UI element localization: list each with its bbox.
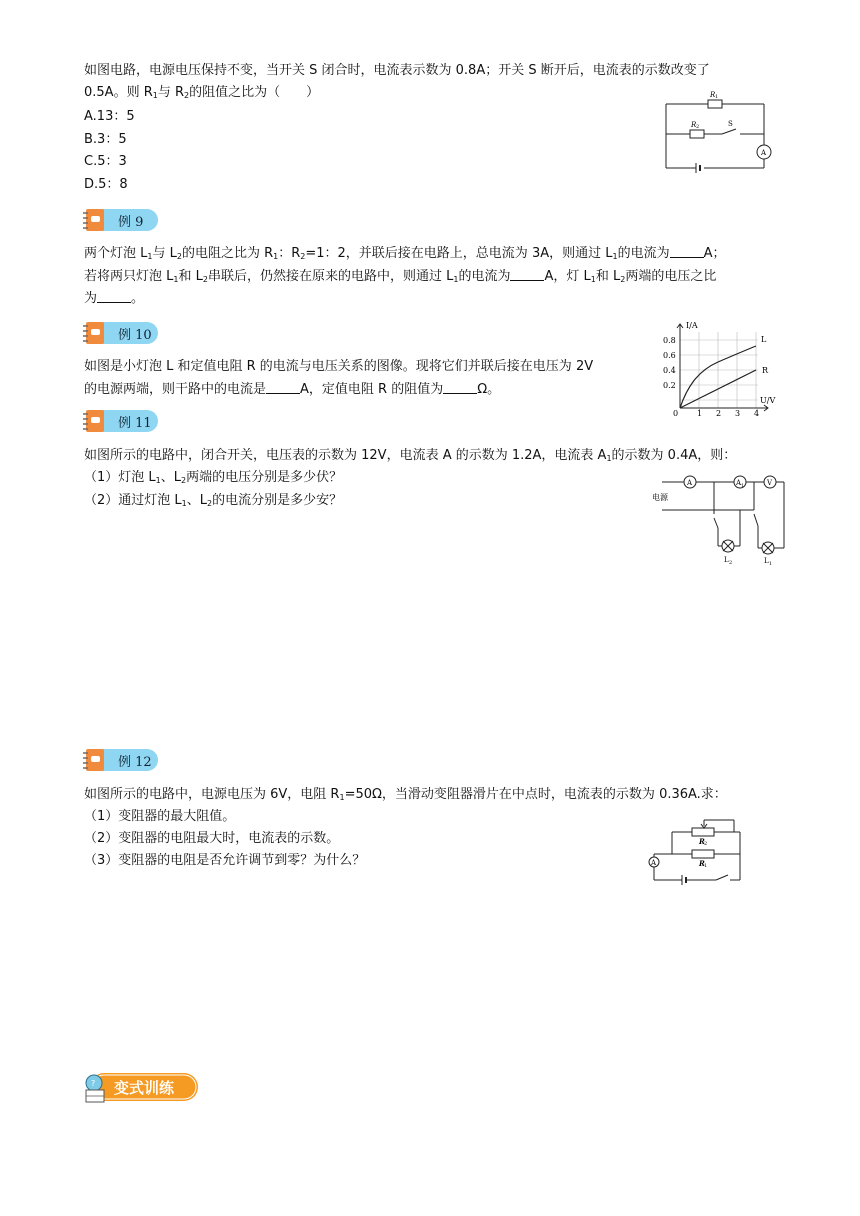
source-label: 电源: [652, 493, 668, 502]
circuit-diagram-12: [646, 812, 762, 886]
question-text-line: 如图所示的电路中，闭合开关，电压表的示数为 12V，电流表 A 的示数为 1.2A，电流表 $A_1$的示数为 0.4A，则：: [84, 448, 737, 463]
option-b: B.3：5: [84, 132, 127, 147]
circuit-diagram-11: [650, 470, 800, 566]
option-c: C.5：3: [84, 154, 127, 169]
question-text-line: 0.5A。则 $R_1$与 $R_2$的阻值之比为（ ）: [84, 85, 320, 100]
r2-label: R: [699, 837, 705, 846]
answer-blank[interactable]: [443, 381, 477, 394]
notebook-icon: [82, 408, 106, 434]
r2-sub: 2: [704, 841, 708, 847]
curve-l-label: L: [761, 335, 767, 344]
x-tick: 4: [754, 409, 760, 418]
y-tick: 0.4: [663, 366, 676, 375]
x-tick: 1: [697, 409, 703, 418]
sub-question-2: （2）通过灯泡 $L_1$、$L_2$的电流分别是多少安？: [84, 493, 343, 508]
question-text-line: 两个灯泡 $L_1$与 $L_2$的电阻之比为 $R_1$：$R_2=1$：2，并联后接在电路上，总电流为 3A，则通过 $L_1$的电流为 A；: [84, 246, 726, 261]
x-tick: 3: [735, 409, 741, 418]
l2-sub: 2: [729, 560, 733, 566]
question-text-line: 如图是小灯泡 L 和定值电阻 R 的电流与电压关系的图像。现将它们并联后接在电压为 2V: [84, 359, 594, 374]
sub-question-1: （1）灯泡 $L_1$、$L_2$两端的电压分别是多少伏？: [84, 470, 343, 485]
r1-sub: 1: [715, 94, 719, 100]
l1-label: L: [764, 557, 769, 565]
y-tick: 0.8: [663, 336, 676, 345]
notebook-icon: [82, 207, 106, 233]
x-tick: 0: [673, 409, 679, 418]
ammeter-label: A: [761, 149, 767, 157]
line-r-label: R: [762, 366, 769, 375]
r2-label: R: [691, 121, 697, 129]
svg-text:?: ?: [91, 1079, 96, 1088]
option-d: D.5：8: [84, 177, 128, 192]
answer-blank[interactable]: [97, 290, 131, 303]
switch-label: S: [728, 120, 733, 128]
example-tag-9: [82, 207, 158, 233]
x-tick: 2: [716, 409, 722, 418]
option-a: A.13：5: [84, 109, 135, 124]
y-tick: 0.6: [663, 351, 676, 360]
answer-blank[interactable]: [670, 245, 704, 258]
l1-sub: 1: [769, 561, 773, 566]
y-tick: 0.2: [663, 381, 676, 390]
example-tag-11: [82, 408, 158, 434]
answer-blank[interactable]: [510, 268, 544, 281]
r1-sub: 1: [704, 863, 708, 869]
example-tag-12: [82, 747, 158, 773]
example-tag-10: [82, 320, 158, 346]
example-tag-label: 例 12: [118, 755, 152, 770]
question-text-line: 为 。: [84, 291, 145, 306]
variant-training-banner: [82, 1070, 200, 1104]
l2-label: L: [724, 556, 729, 564]
x-axis-label: U/V: [760, 396, 776, 405]
question-text-line: 若将两只灯泡 $L_1$和 $L_2$串联后，仍然接在原来的电路中，则通过 $L_1$的电流为 A，灯 $L_1$和 $L_2$两端的电压之比: [84, 269, 717, 284]
example-tag-label: 例 10: [118, 328, 152, 343]
question-text-line: 如图电路，电源电压保持不变，当开关 S 闭合时，电流表示数为 0.8A；开关 S 断开后，电流表的示数改变了: [84, 63, 710, 78]
variant-training-label: 变式训练: [114, 1079, 175, 1097]
ammeter-label: A: [651, 859, 657, 867]
answer-blank[interactable]: [266, 381, 300, 394]
sub-question-3: （3）变阻器的电阻是否允许调节到零？为什么？: [84, 853, 366, 868]
r1-label: R: [699, 859, 705, 868]
r1-label: R: [710, 91, 716, 99]
question-text-line: 如图所示的电路中，电源电压为 6V，电阻 $R_1=50\Omega$，当滑动变阻器滑片在中点时，电流表的示数为 0.36A.求：: [84, 787, 727, 802]
y-axis-label: I/A: [686, 321, 698, 330]
example-tag-label: 例 11: [118, 416, 152, 431]
example-tag-label: 例 9: [118, 215, 144, 230]
circuit-diagram-1: [660, 86, 780, 174]
iu-graph: [658, 318, 782, 422]
ammeter1-sub: 1: [741, 483, 745, 489]
sub-question-1: （1）变阻器的最大阻值。: [84, 809, 236, 824]
notebook-icon: [82, 747, 106, 773]
notebook-icon: [82, 320, 106, 346]
r2-sub: 2: [696, 124, 700, 130]
ammeter-label: A: [687, 479, 693, 487]
sub-question-2: （2）变阻器的电阻最大时，电流表的示数。: [84, 831, 340, 846]
voltmeter-label: V: [767, 479, 773, 487]
ammeter1-label: A: [736, 479, 742, 487]
question-text-line: 的电源两端，则干路中的电流是 A，定值电阻 R 的阻值为 Ω。: [84, 382, 501, 397]
